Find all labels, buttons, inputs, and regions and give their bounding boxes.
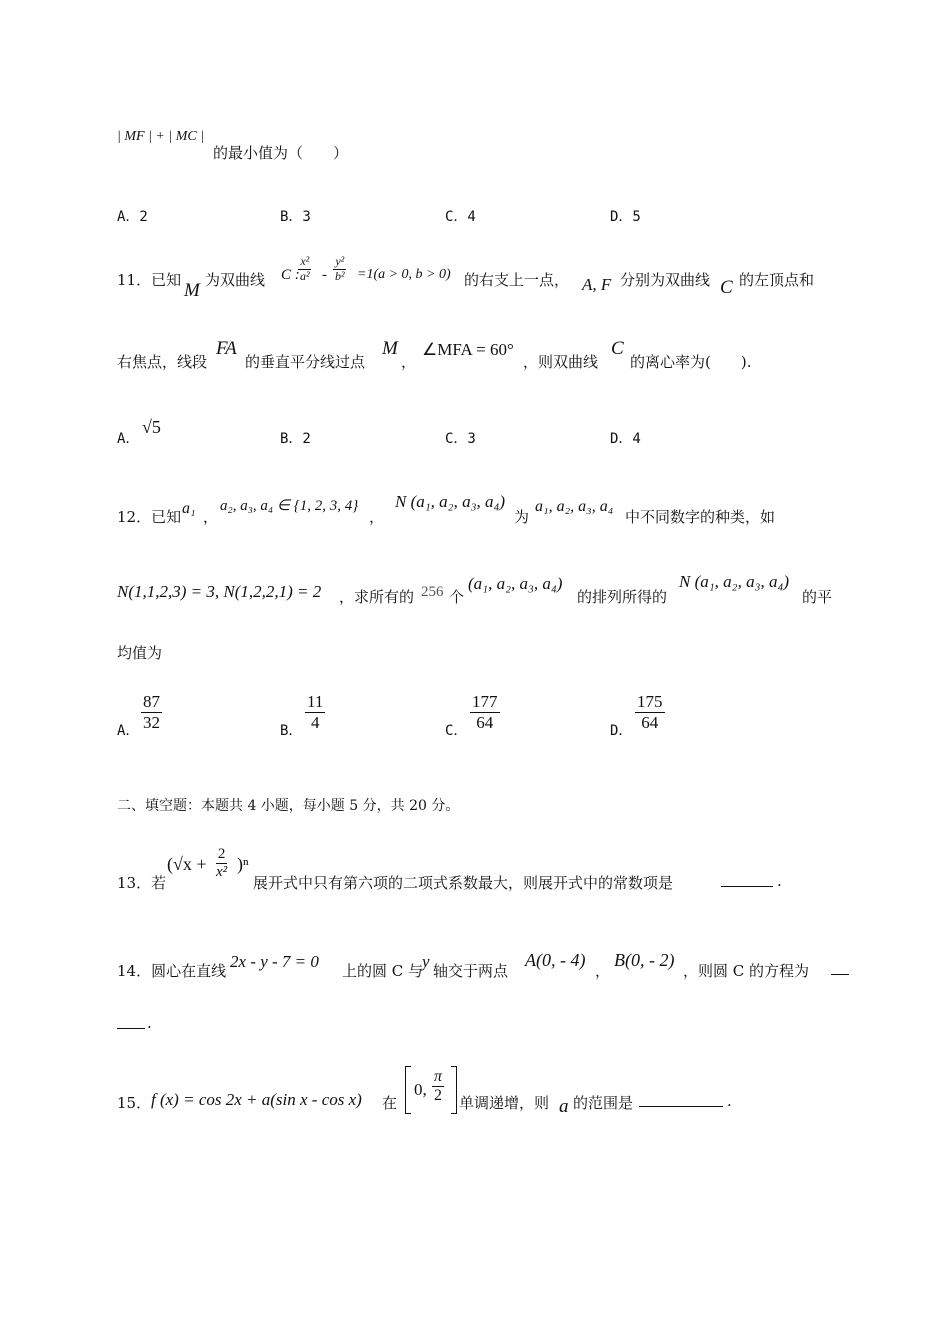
q11-option-d: D．4 xyxy=(610,431,641,447)
q12-line3: 均值为 xyxy=(117,644,163,662)
q15-interval: 0, $\frac{\pi}{2}$ xyxy=(405,1066,457,1114)
q14-answer-blank-2[interactable] xyxy=(117,1014,145,1029)
q11-frac-y: $\frac{\text{y²}}{\text{b²}}$ xyxy=(335,254,345,283)
q13-answer-blank[interactable] xyxy=(721,872,773,887)
q10-expr: | MF | + | MC | xyxy=(117,129,205,144)
q11-option-a: A． xyxy=(117,431,140,447)
q10-text: 的最小值为（ ） xyxy=(213,144,349,162)
q11-option-b: B．2 xyxy=(280,431,311,447)
q10-option-a: A．2 xyxy=(117,209,148,225)
q11-frac-x: $\frac{\text{x²}}{\text{a²}}$ xyxy=(300,254,310,283)
q11-option-c: C．3 xyxy=(445,431,476,447)
q10-option-b: B．3 xyxy=(280,209,311,225)
q11-sqrt5: √5 xyxy=(142,417,161,437)
q14-answer-blank-1[interactable] xyxy=(831,960,849,975)
q15-answer-blank[interactable] xyxy=(639,1092,723,1107)
q10-expression xyxy=(117,128,204,145)
q10-option-d: D．5 xyxy=(610,209,641,225)
q10-option-c: C．4 xyxy=(445,209,476,225)
section-heading: 二、填空题：本题共 4 小题，每小题 5 分，共 20 分。 xyxy=(117,798,460,814)
